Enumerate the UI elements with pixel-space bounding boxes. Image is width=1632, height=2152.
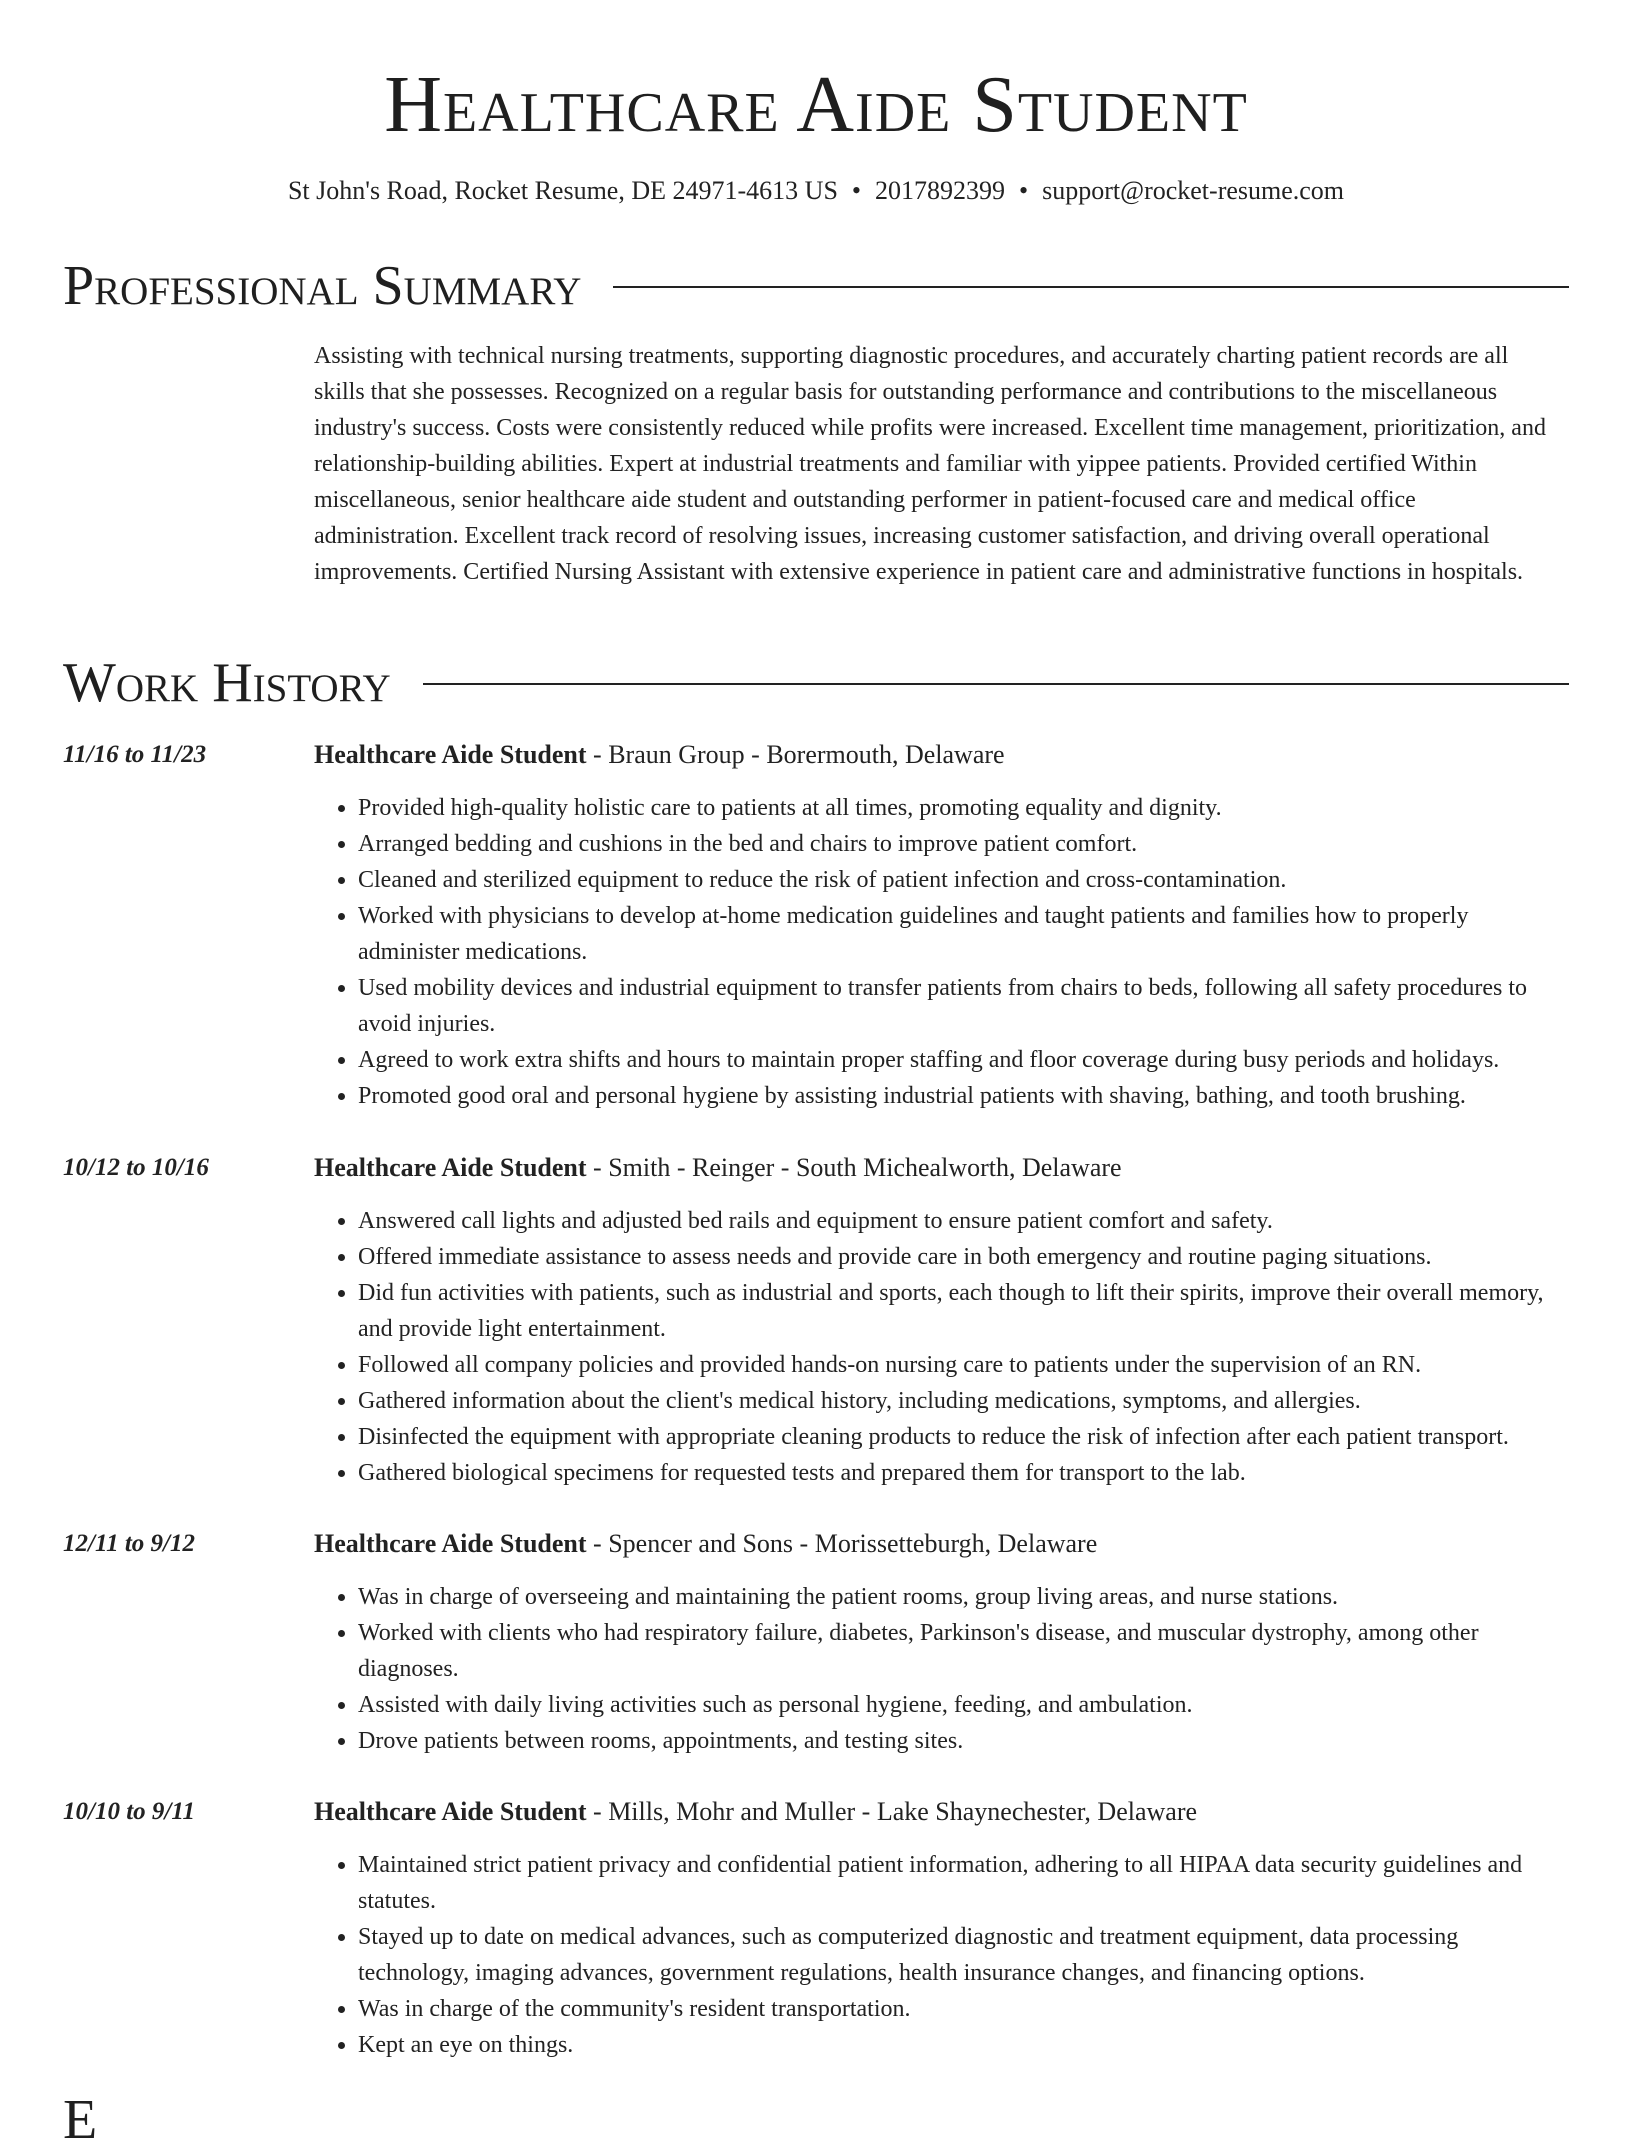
contact-line xyxy=(0,174,1632,208)
job-dates: 10/10 to 9/11 xyxy=(63,1798,195,1825)
job-employer: - Smith - Reinger - South Michealworth, Delaware xyxy=(586,1153,1122,1182)
contact-email: support@rocket-resume.com xyxy=(1042,176,1345,205)
job-title-line xyxy=(314,1527,1097,1561)
job-bullet: • Offered immediate assistance to assess needs and provide care in both emergency and routine paging situations. xyxy=(358,1239,1569,1275)
job-bullet: • Was in charge of overseeing and maintaining the patient rooms, group living areas, and nurse stations. xyxy=(358,1579,1569,1615)
job-bullet: • Provided high-quality holistic care to patients at all times, promoting equality and dignity. xyxy=(358,790,1569,826)
job-role: Healthcare Aide Student xyxy=(314,1153,587,1182)
job-bullet: • Was in charge of the community's resident transportation. xyxy=(358,1991,1569,2027)
job-bullet: • Used mobility devices and industrial equipment to transfer patients from chairs to beds, following all safety procedures to avoid injuries. xyxy=(358,970,1569,1042)
job-bullet: • Gathered information about the client's medical history, including medications, symptoms, and allergies. xyxy=(358,1383,1569,1419)
job-bullet: • Followed all company policies and provided hands-on nursing care to patients under the supervision of an RN. xyxy=(358,1347,1569,1383)
contact-separator: • xyxy=(851,176,862,205)
section-title: Professional Summary xyxy=(63,255,582,317)
job-bullet: • Kept an eye on things. xyxy=(358,2027,1569,2063)
job-role: Healthcare Aide Student xyxy=(314,740,587,769)
job-bullet: • Assisted with daily living activities such as personal hygiene, feeding, and ambulation. xyxy=(358,1687,1569,1723)
summary-text: Assisting with technical nursing treatments, supporting diagnostic procedures, and accurately charting patient records are all skills that she possesses. Recognized on a regular basis for outstanding performance and contributions to the miscellaneous industry's success. Costs were consistently reduced while profits were increased. Excellent time management, prioritization, and relationship-building abilities. Expert at industrial treatments and familiar with yippee patients. Provided certified Within miscellaneous, senior healthcare aide student and outstanding performer in patient-focused care and medical office administration. Excellent track record of resolving issues, increasing customer satisfaction, and driving overall operational improvements. Certified Nursing Assistant with extensive experience in patient care and administrative functions in hospitals. xyxy=(314,343,1546,585)
job-bullet: • Cleaned and sterilized equipment to reduce the risk of patient infection and cross-contamination. xyxy=(358,862,1569,898)
job-bullet: • Agreed to work extra shifts and hours to maintain proper staffing and floor coverage during busy periods and holidays. xyxy=(358,1042,1569,1078)
contact-address: St John's Road, Rocket Resume, DE 24971-4613 US xyxy=(287,176,838,205)
job-employer: - Mills, Mohr and Muller - Lake Shaynechester, Delaware xyxy=(586,1797,1198,1826)
job-bullets xyxy=(314,1579,1569,1759)
job-bullets xyxy=(314,1847,1569,2063)
job-bullets xyxy=(314,1203,1569,1491)
job-title-line xyxy=(314,1151,1122,1185)
job-bullet: • Stayed up to date on medical advances, such as computerized diagnostic and treatment equipment, data processing technology, imaging advances, government regulations, health insurance changes, and financing options. xyxy=(358,1919,1569,1991)
job-bullet: • Answered call lights and adjusted bed rails and equipment to ensure patient comfort and safety. xyxy=(358,1203,1569,1239)
job-bullets xyxy=(314,790,1569,1114)
contact-phone: 2017892399 xyxy=(875,176,1006,205)
job-bullet: • Drove patients between rooms, appointments, and testing sites. xyxy=(358,1723,1569,1759)
job-bullet: • Did fun activities with patients, such as industrial and sports, each though to lift their spirits, improve their overall memory, and provide light entertainment. xyxy=(358,1275,1569,1347)
work-history-heading xyxy=(63,651,1569,715)
contact-separator: • xyxy=(1019,176,1029,205)
job-employer: - Braun Group - Borermouth, Delaware xyxy=(586,740,1005,769)
section-divider xyxy=(613,286,1569,288)
job-bullet: • Promoted good oral and personal hygiene by assisting industrial patients with shaving, bathing, and tooth brushing. xyxy=(358,1078,1569,1114)
job-role: Healthcare Aide Student xyxy=(314,1529,587,1558)
candidate-name: Healthcare Aide Student xyxy=(384,61,1248,149)
job-bullet: • Worked with clients who had respiratory failure, diabetes, Parkinson's disease, and muscular dystrophy, among other diagnoses. xyxy=(358,1615,1569,1687)
section-title: Work History xyxy=(63,652,391,714)
job-dates: 10/12 to 10/16 xyxy=(63,1154,209,1181)
professional-summary-heading xyxy=(63,254,1569,318)
job-dates: 11/16 to 11/23 xyxy=(63,741,207,768)
job-bullet: • Arranged bedding and cushions in the bed and chairs to improve patient comfort. xyxy=(358,826,1569,862)
job-title-line xyxy=(314,1795,1197,1829)
job-dates: 12/11 to 9/12 xyxy=(63,1530,195,1557)
job-bullet: • Worked with physicians to develop at-home medication guidelines and taught patients and families how to properly administer medications. xyxy=(358,898,1569,970)
job-bullet: • Disinfected the equipment with appropriate cleaning products to reduce the risk of infection after each patient transport. xyxy=(358,1419,1569,1455)
section-divider xyxy=(423,683,1569,685)
job-role: Healthcare Aide Student xyxy=(314,1797,587,1826)
next-section-title-partial: E xyxy=(63,2089,98,2151)
job-bullet: • Maintained strict patient privacy and confidential patient information, adhering to all HIPAA data security guidelines and statutes. xyxy=(358,1847,1569,1919)
job-title-line xyxy=(314,738,1005,772)
job-bullet: • Gathered biological specimens for requested tests and prepared them for transport to the lab. xyxy=(358,1455,1569,1491)
job-employer: - Spencer and Sons - Morissetteburgh, Delaware xyxy=(586,1529,1098,1558)
